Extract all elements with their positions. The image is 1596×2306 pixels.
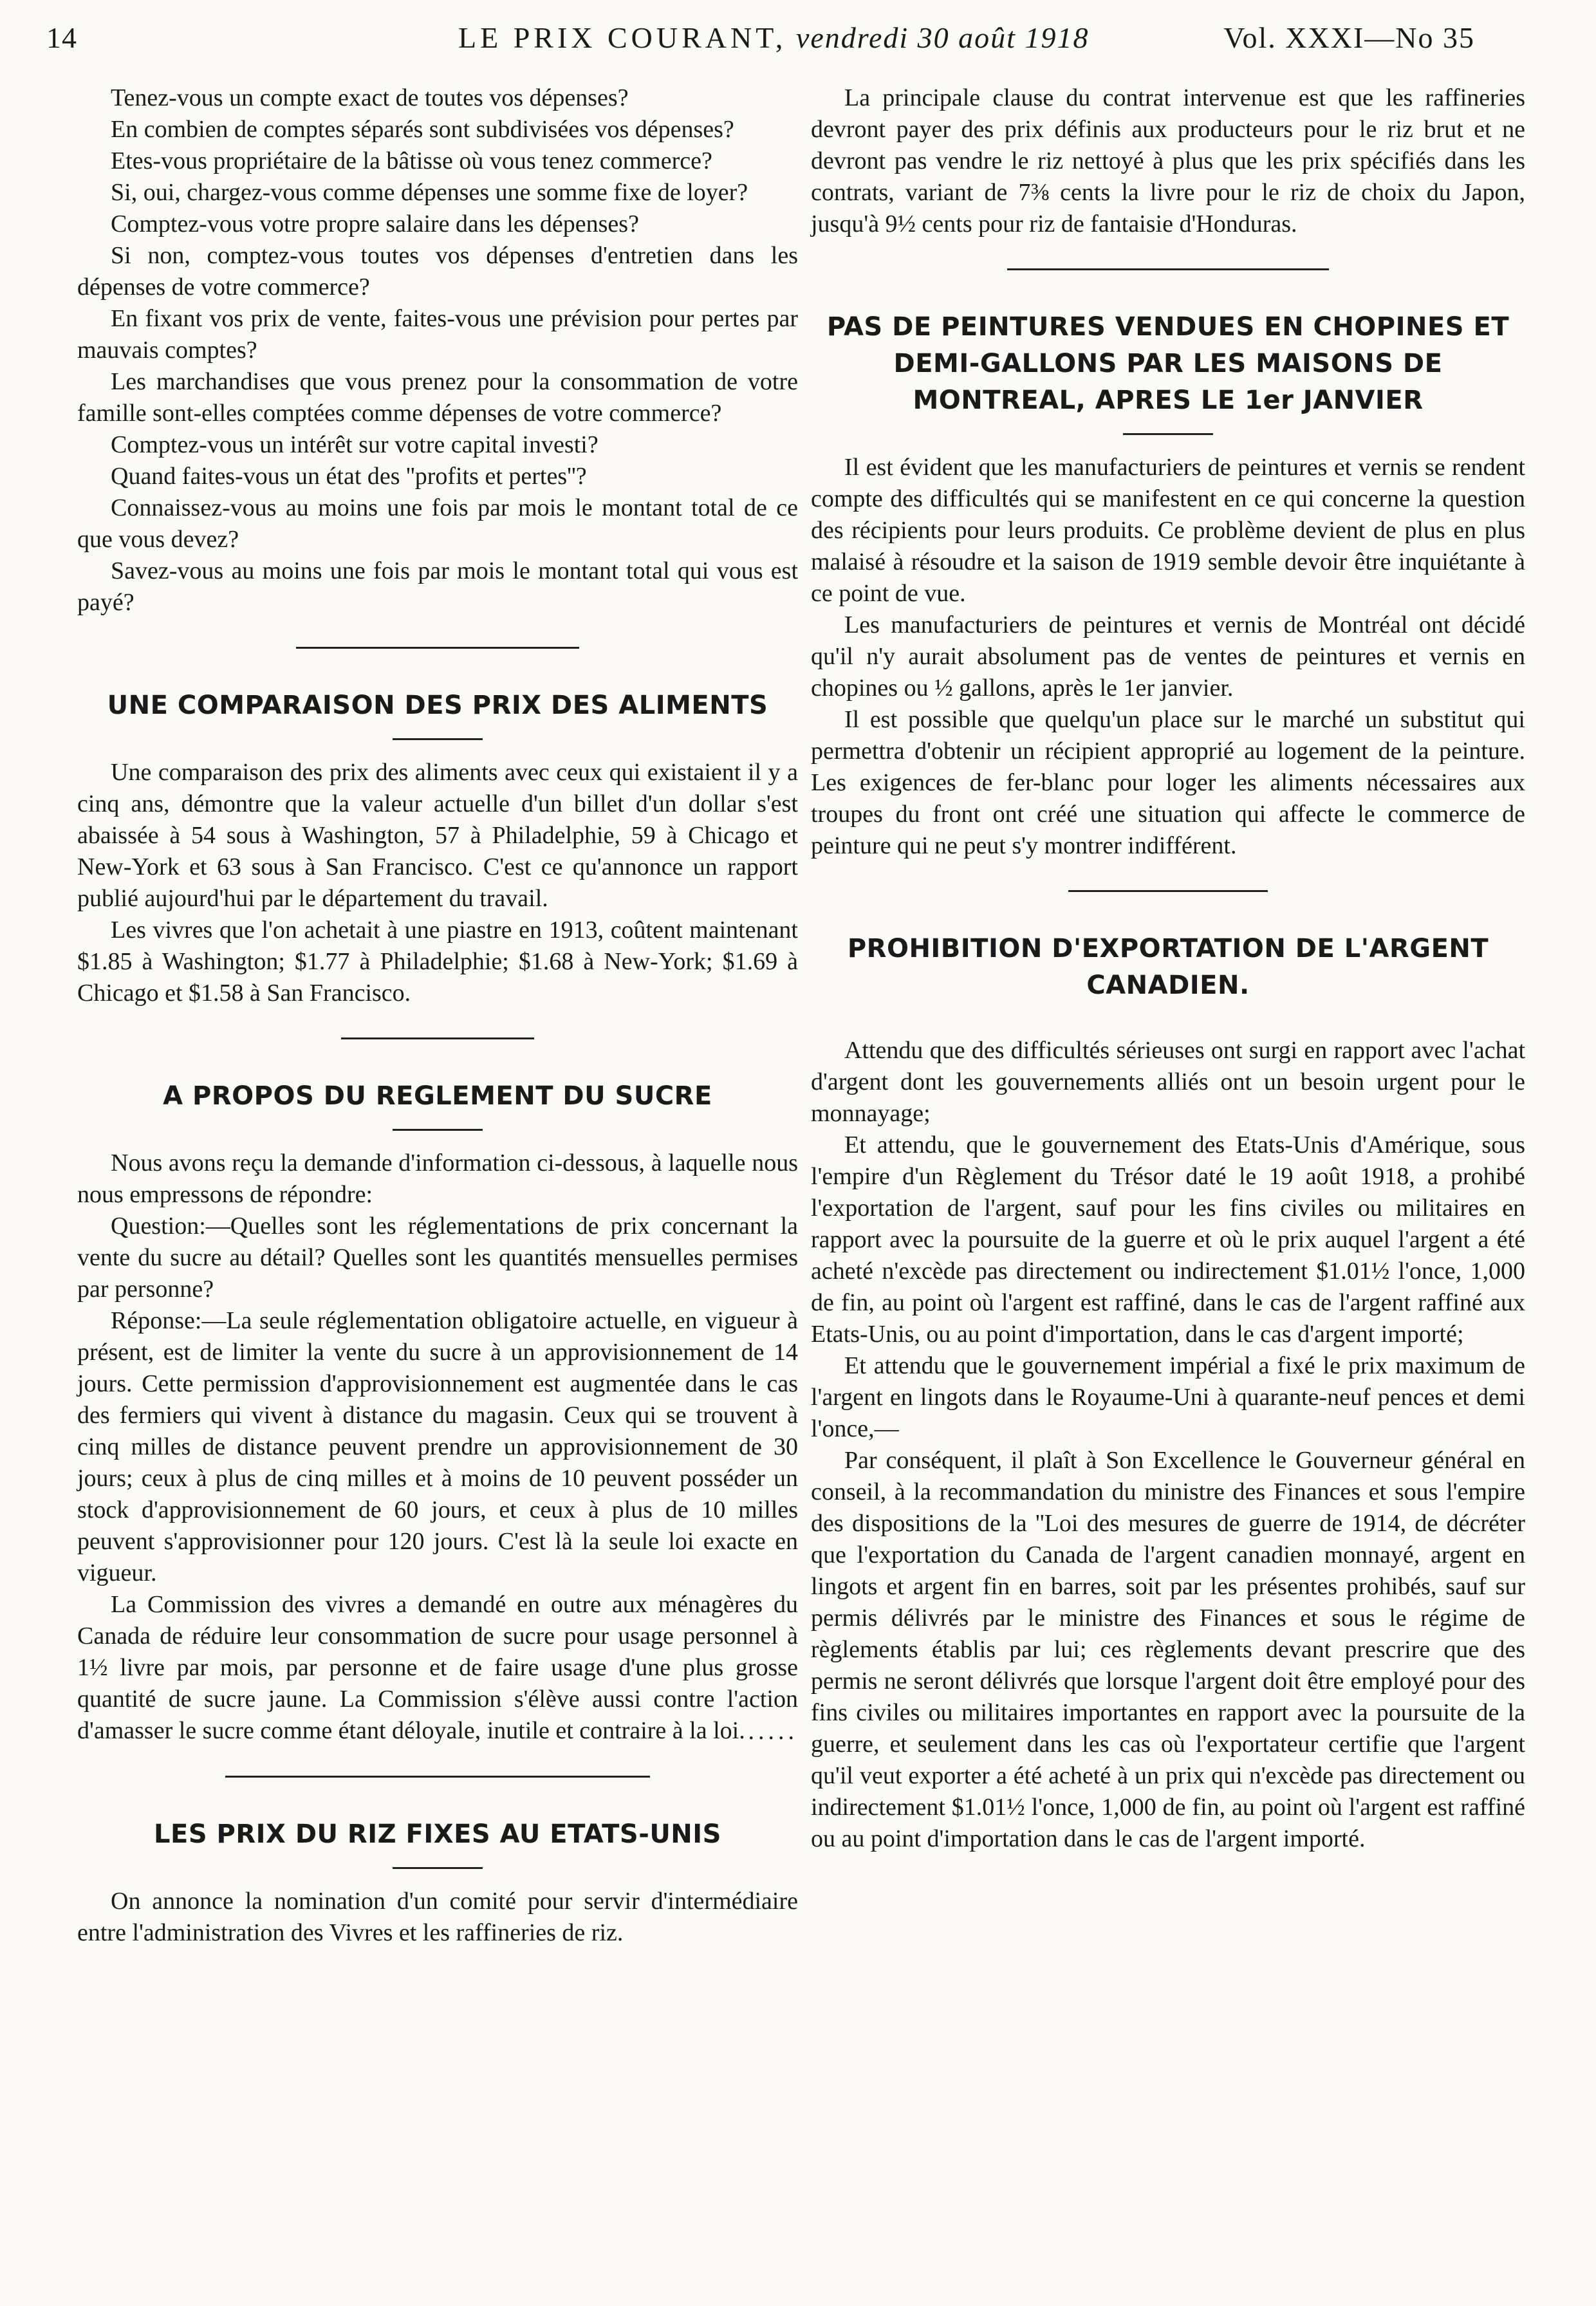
heading-spacer [811,1004,1525,1035]
section-divider [225,1776,650,1778]
article-paragraph: Par conséquent, il plaît à Son Excellence le Gouverneur général en conseil, à la recommandation du ministre des Finances et sous l'empire des dispositions de la ''Loi des mesures de guerre de 1914, de décréter que l'exportation du Canada de l'argent canadien monnayé, argent en lingots et argent fin en barres, soit par les présentes prohibés, sauf sur permis délivrés par le ministre des Finances et sous le régime de règlements établis par lui; ces règlements devant prescrire que des permis ne seront délivrés que lorsque l'argent doit être employé pour des fins civiles ou militaires importantes en rapport avec la poursuite de la guerre, et seulement dans les cas où l'exportateur certifie que l'argent qu'il veut exporter a été acheté à un prix qui n'excède pas directement ou indirectement $1.01½ l'once, 1,000 de fin, au point où l'argent est raffiné ou au point d'importation dans le cas de l'argent importé. [811,1447,1525,1852]
article-paragraph: La Commission des vivres a demandé en outre aux ménagères du Canada de réduire leur consommation de sucre pour usage personnel à 1½ livre par mois, par personne et de faire usage d'une plus grosse quantité de sucre jaune. La Commission s'élève aussi contre l'action d'amasser le sucre comme étant déloyale, inutile et contraire à la loi. [77,1591,798,1744]
article-paragraph: Question:—Quelles sont les réglementations de prix concernant la vente du sucre au détail? Quelles sont les quantités mensuelles permises par personne? [77,1213,798,1303]
article-heading [811,931,1525,1004]
article-paragraph: La principale clause du contrat intervenue est que les raffineries devront payer des prix définis aux producteurs pour le riz brut et ne devront pas vendre le riz nettoyé à plus que les prix spécifiés dans les contrats, variant de 7⅜ cents la livre pour le riz de choix du Japon, jusqu'à 9½ cents pour riz de fantaisie d'Honduras. [811,84,1525,237]
section-divider [296,647,579,649]
question-item: Savez-vous au moins une fois par mois le montant total qui vous est payé? [77,557,798,616]
heading-rule [393,1867,483,1869]
journal-title: LE PRIX COURANT, [458,21,787,54]
question-item: Tenez-vous un compte exact de toutes vos dépenses? [111,84,629,111]
section-divider [341,1037,534,1039]
heading-rule [393,1129,483,1131]
running-head [458,21,1089,55]
right-column [811,82,1525,1855]
issue-date: vendredi 30 août 1918 [795,21,1090,54]
article-paragraph: Il est évident que les manufacturiers de peintures et vernis se rendent compte des difficultés qui se manifestent en ce qui concerne la question des récipients pour leurs produits. Ce problème devient de plus en plus malaisé à résoudre et la saison de 1919 semble devoir être inquiétante à ce point de vue. [811,454,1525,607]
article-paragraph: Une comparaison des prix des aliments avec ceux qui existaient il y a cinq ans, démontre que la valeur actuelle d'un billet d'un dollar s'est abaissée à 54 sous à Washington, 57 à Philadelphie, 59 à Chicago et New-York et 63 sous à San Francisco. C'est ce qu'annonce un rapport publié aujourd'hui par le département du travail. [77,759,798,912]
page-header [46,14,1475,59]
question-item: Connaissez-vous au moins une fois par mois le montant total de ce que vous devez? [77,494,798,553]
heading-line: PAS DE PEINTURES VENDUES EN CHOPINES ET [826,312,1510,342]
article-paragraph: On annonce la nomination d'un comité pour servir d'intermédiaire entre l'administration des Vivres et les raffineries de riz. [77,1888,798,1946]
question-item: En fixant vos prix de vente, faites-vous une prévision pour pertes par mauvais comptes? [77,305,798,364]
end-dots: ..... [748,1718,798,1745]
article-paragraph: Nous avons reçu la demande d'information ci-dessous, à laquelle nous nous empressons de répondre: [77,1149,798,1208]
volume-number: Vol. XXXI—No 35 [1223,21,1475,54]
question-item: Comptez-vous votre propre salaire dans les dépenses? [111,210,639,237]
question-item: Les marchandises que vous prenez pour la consommation de votre famille sont-elles comptées comme dépenses de votre commerce? [77,368,798,427]
question-item: Comptez-vous un intérêt sur votre capital investi? [111,431,598,458]
questions-list [77,82,798,618]
article-paragraph: Et attendu, que le gouvernement des Etats-Unis d'Amérique, sous l'empire d'un Règlement du Trésor daté le 19 août 1918, a prohibé l'exportation de l'argent, sauf pour les fins civiles ou militaires en rapport avec la poursuite de la guerre et où le prix auquel l'argent a été acheté n'excède pas directement ou indirectement $1.01½ l'once, 1,000 de fin, au point où l'argent est raffiné, dans le cas de l'argent raffiné aux Etats-Unis, ou au point d'importation, dans le cas d'argent importé; [811,1131,1525,1348]
article-paragraph: Il est possible que quelqu'un place sur le marché un substitut qui permettra d'obtenir un récipient approprié au logement de la peinture. Les exigences de fer-blanc pour loger les aliments nécessaires aux troupes du front ont créé une situation qui affecte le commerce de peinture qui ne peut s'y montrer indifférent. [811,706,1525,859]
page-number: 14 [46,21,77,54]
heading-line: CANADIEN. [1086,971,1250,1000]
question-item: Si non, comptez-vous toutes vos dépenses d'entretien dans les dépenses de votre commerce? [77,242,798,301]
question-item: En combien de comptes séparés sont subdivisées vos dépenses? [111,116,734,143]
question-item: Quand faites-vous un état des ''profits et pertes''? [111,463,587,490]
article-paragraph: Les vivres que l'on achetait à une piastre en 1913, coûtent maintenant $1.85 à Washington; $1.77 à Philadelphie; $1.68 à New-York; $1.69 à Chicago et $1.58 à San Francisco. [77,916,798,1007]
section-divider [1007,268,1329,270]
question-item: Etes-vous propriétaire de la bâtisse où vous tenez commerce? [111,147,712,174]
article-heading: LES PRIX DU RIZ FIXES AU ETATS-UNIS [154,1819,721,1849]
heading-line: MONTREAL, APRES LE 1er JANVIER [913,386,1424,415]
heading-line: PROHIBITION D'EXPORTATION DE L'ARGENT [847,934,1489,963]
heading-rule [393,738,483,740]
article-heading [811,309,1525,419]
article-paragraph: Les manufacturiers de peintures et vernis de Montréal ont décidé qu'il n'y aurait absolument pas de ventes de peintures et vernis en chopines ou ½ gallons, après le 1er janvier. [811,611,1525,702]
article-heading: UNE COMPARAISON DES PRIX DES ALIMENTS [107,691,768,720]
heading-line: DEMI-GALLONS PAR LES MAISONS DE [893,349,1443,378]
article-heading: A PROPOS DU REGLEMENT DU SUCRE [163,1081,712,1111]
heading-rule [1123,433,1213,435]
section-divider [1068,890,1268,892]
article-paragraph: Et attendu que le gouvernement impérial a fixé le prix maximum de l'argent en lingots dans le Royaume-Uni à quarante-neuf pences et demi l'once,— [811,1352,1525,1442]
left-column [77,82,798,1949]
article-paragraph: Réponse:—La seule réglementation obligatoire actuelle, en vigueur à présent, est de limiter la vente du sucre à un approvisionnement de 14 jours. Cette permission d'approvisionnement est augmentée dans le cas des fermiers qui vivent à distance du magasin. Ceux qui se trouvent à cinq milles de distance peuvent prendre un approvisionnement de 30 jours; ceux à plus de cinq milles et à moins de 10 peuvent posséder un stock d'approvisionnement de 60 jours, et ceux à plus de 10 milles peuvent s'approvisionner pour 120 jours. C'est là la seule loi exacte en vigueur. [77,1307,798,1586]
article-paragraph: Attendu que des difficultés sérieuses ont surgi en rapport avec l'achat d'argent dont les gouvernements alliés ont un besoin urgent pour le monnayage; [811,1037,1525,1127]
question-item: Si, oui, chargez-vous comme dépenses une somme fixe de loyer? [111,179,748,206]
